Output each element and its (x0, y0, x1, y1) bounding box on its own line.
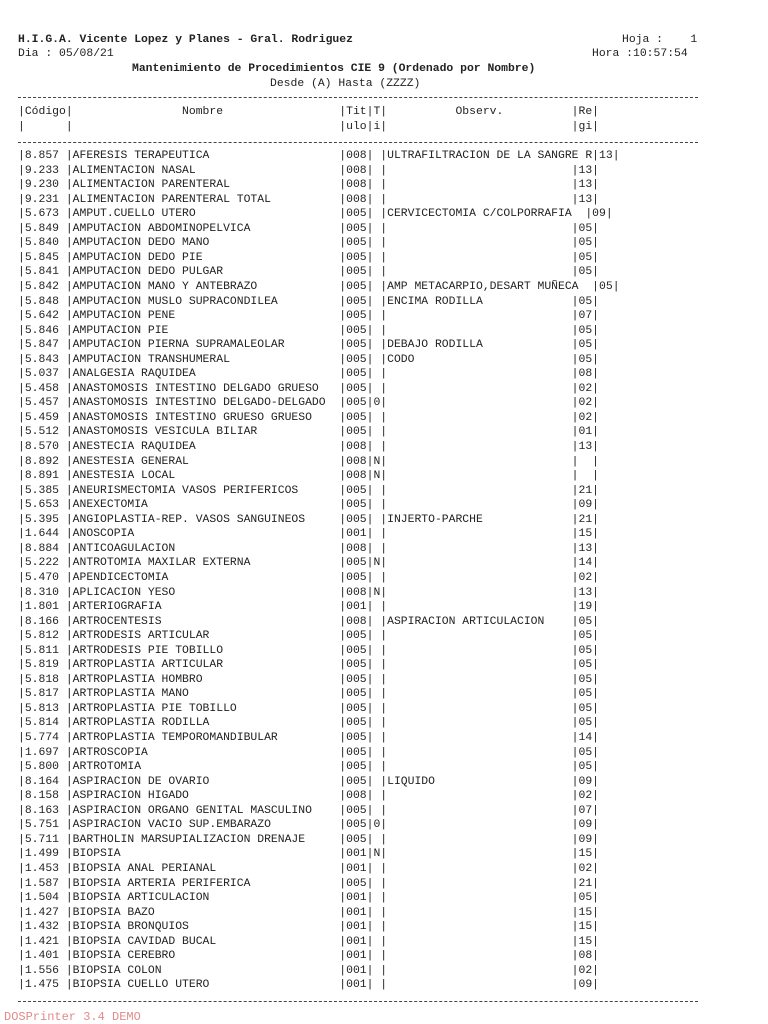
table-row: |8.158 |ASPIRACION HIGADO |008| | |02| (18, 790, 600, 803)
table-row: |5.847 |AMPUTACION PIERNA SUPRAMALEOLAR |005| |DEBAJO RODILLA |05| (18, 339, 600, 352)
table-row: |1.432 |BIOPSIA BRONQUIOS |001| | |15| (18, 921, 600, 934)
table-row: |5.751 |ASPIRACION VACIO SUP.EMBARAZO |005|0| |09| (18, 819, 600, 832)
table-row: |5.673 |AMPUT.CUELLO UTERO |005| |CERVICECTOMIA C/COLPORRAFIA |09| (18, 208, 613, 221)
table-row: |5.840 |AMPUTACION DEDO MANO |005| | |05| (18, 237, 600, 250)
table-row: |9.233 |ALIMENTACION NASAL |008| | |13| (18, 164, 600, 177)
table-row: |1.499 |BIOPSIA |001|N| |15| (18, 848, 600, 861)
table-row: |8.892 |ANESTESIA GENERAL |008|N| | | (18, 455, 600, 468)
table-row: |5.841 |AMPUTACION DEDO PULGAR |005| | |05| (18, 266, 600, 279)
table-row: |5.800 |ARTROTOMIA |005| | |05| (18, 761, 600, 774)
table-header-line-1: |Código| Nombre |Tit|T| Observ. |Re| (18, 106, 600, 118)
table-row: |8.166 |ARTROCENTESIS |008| |ASPIRACION ARTICULACION |05| (18, 615, 600, 628)
table-row: |1.421 |BIOPSIA CAVIDAD BUCAL |001| | |15| (18, 935, 600, 948)
table-row: |1.587 |BIOPSIA ARTERIA PERIFERICA |005| | |21| (18, 877, 600, 890)
table-row: |5.222 |ANTROTOMIA MAXILAR EXTERNA |005|N| |14| (18, 557, 600, 570)
rule-bottom (18, 1001, 698, 1002)
table-row: |1.475 |BIOPSIA CUELLO UTERO |001| | |09| (18, 979, 600, 992)
table-row: |5.814 |ARTROPLASTIA RODILLA |005| | |05| (18, 717, 600, 730)
table-row: |5.813 |ARTROPLASTIA PIE TOBILLO |005| | |05| (18, 702, 600, 715)
table-row: |5.395 |ANGIOPLASTIA-REP. VASOS SANGUINEOS |005| |INJERTO-PARCHE |21| (18, 513, 600, 526)
table-row: |5.811 |ARTRODESIS PIE TOBILLO |005| | |05| (18, 644, 600, 657)
table-row: |1.453 |BIOPSIA ANAL PERIANAL |001| | |02| (18, 862, 600, 875)
table-row: |8.164 |ASPIRACION DE OVARIO |005| |LIQUIDO |09| (18, 775, 600, 788)
table-row: |5.459 |ANASTOMOSIS INTESTINO GRUESO GRUESO |005| | |02| (18, 411, 600, 424)
table-row: |1.427 |BIOPSIA BAZO |001| | |15| (18, 906, 600, 919)
table-row: |5.653 |ANEXECTOMIA |005| | |09| (18, 499, 600, 512)
table-row: |5.849 |AMPUTACION ABDOMINOPELVICA |005| | |05| (18, 222, 600, 235)
table-row: |5.642 |AMPUTACION PENE |005| | |07| (18, 310, 600, 323)
table-row: |9.230 |ALIMENTACION PARENTERAL |008| | |13| (18, 179, 600, 192)
table-row: |1.504 |BIOPSIA ARTICULACION |001| | |05| (18, 892, 600, 905)
report-time: Hora :10:57:54 (592, 48, 688, 60)
table-row: |8.857 |AFERESIS TERAPEUTICA |008| |ULTRAFILTRACION DE LA SANGRE R|13| (18, 150, 620, 162)
table-row: |5.842 |AMPUTACION MANO Y ANTEBRAZO |005| |AMP METACARPIO,DESART MUÑECA |05| (18, 280, 620, 293)
table-row: |5.845 |AMPUTACION DEDO PIE |005| | |05| (18, 251, 600, 264)
table-row: |5.457 |ANASTOMOSIS INTESTINO DELGADO-DELGADO |005|0| |02| (18, 397, 600, 410)
table-row: |5.848 |AMPUTACION MUSLO SUPRACONDILEA |005| |ENCIMA RODILLA |05| (18, 295, 600, 308)
table-row: |5.470 |APENDICECTOMIA |005| | |02| (18, 571, 600, 584)
rule-header (18, 142, 698, 143)
table-row: |5.711 |BARTHOLIN MARSUPIALIZACION DRENAJE |005| | |09| (18, 833, 600, 846)
table-row: |5.819 |ARTROPLASTIA ARTICULAR |005| | |05| (18, 659, 600, 672)
table-row: |1.401 |BIOPSIA CEREBRO |001| | |08| (18, 950, 600, 963)
table-row: |1.801 |ARTERIOGRAFIA |001| | |19| (18, 601, 600, 614)
report-range: Desde (A) Hasta (ZZZZ) (270, 78, 421, 90)
rule-top (18, 97, 698, 98)
table-row: |5.812 |ARTRODESIS ARTICULAR |005| | |05| (18, 630, 600, 643)
table-row: |5.818 |ARTROPLASTIA HOMBRO |005| | |05| (18, 673, 600, 686)
table-row: |1.556 |BIOPSIA COLON |001| | |02| (18, 964, 600, 977)
report-date: Dia : 05/08/21 (18, 48, 114, 60)
dosprinter-watermark: DOSPrinter 3.4 DEMO (4, 1010, 141, 1024)
table-row: |1.644 |ANOSCOPIA |001| | |15| (18, 528, 600, 541)
institution-title: H.I.G.A. Vicente Lopez y Planes - Gral. Rodriguez (18, 34, 353, 46)
table-row: |8.570 |ANESTECIA RAQUIDEA |008| | |13| (18, 441, 600, 453)
table-row: |8.884 |ANTICOAGULACION |008| | |13| (18, 542, 600, 555)
table-row: |8.310 |APLICACION YESO |008|N| |13| (18, 586, 600, 599)
table-row: |8.163 |ASPIRACION ORGANO GENITAL MASCULINO |005| | |07| (18, 804, 600, 817)
table-row: |5.846 |AMPUTACION PIE |005| | |05| (18, 324, 600, 337)
report-title: Mantenimiento de Procedimientos CIE 9 (Ordenado por Nombre) (132, 63, 536, 75)
table-row: |9.231 |ALIMENTACION PARENTERAL TOTAL |008| | |13| (18, 193, 600, 206)
table-row: |1.697 |ARTROSCOPIA |005| | |05| (18, 746, 600, 759)
table-row: |5.385 |ANEURISMECTOMIA VASOS PERIFERICOS |005| | |21| (18, 484, 600, 497)
table-row: |5.037 |ANALGESIA RAQUIDEA |005| | |08| (18, 368, 600, 381)
table-row: |5.817 |ARTROPLASTIA MANO |005| | |05| (18, 688, 600, 701)
table-row: |8.891 |ANESTESIA LOCAL |008|N| | | (18, 470, 600, 483)
page-number: Hoja : 1 (622, 34, 698, 46)
table-row: |5.843 |AMPUTACION TRANSHUMERAL |005| |CODO |05| (18, 353, 600, 366)
table-header-line-2: | | |ulo|i| |gi| (18, 121, 600, 133)
table-row: |5.774 |ARTROPLASTIA TEMPOROMANDIBULAR |005| | |14| (18, 732, 600, 744)
table-row: |5.512 |ANASTOMOSIS VESICULA BILIAR |005| | |01| (18, 426, 600, 439)
table-row: |5.458 |ANASTOMOSIS INTESTINO DELGADO GRUESO |005| | |02| (18, 382, 600, 395)
